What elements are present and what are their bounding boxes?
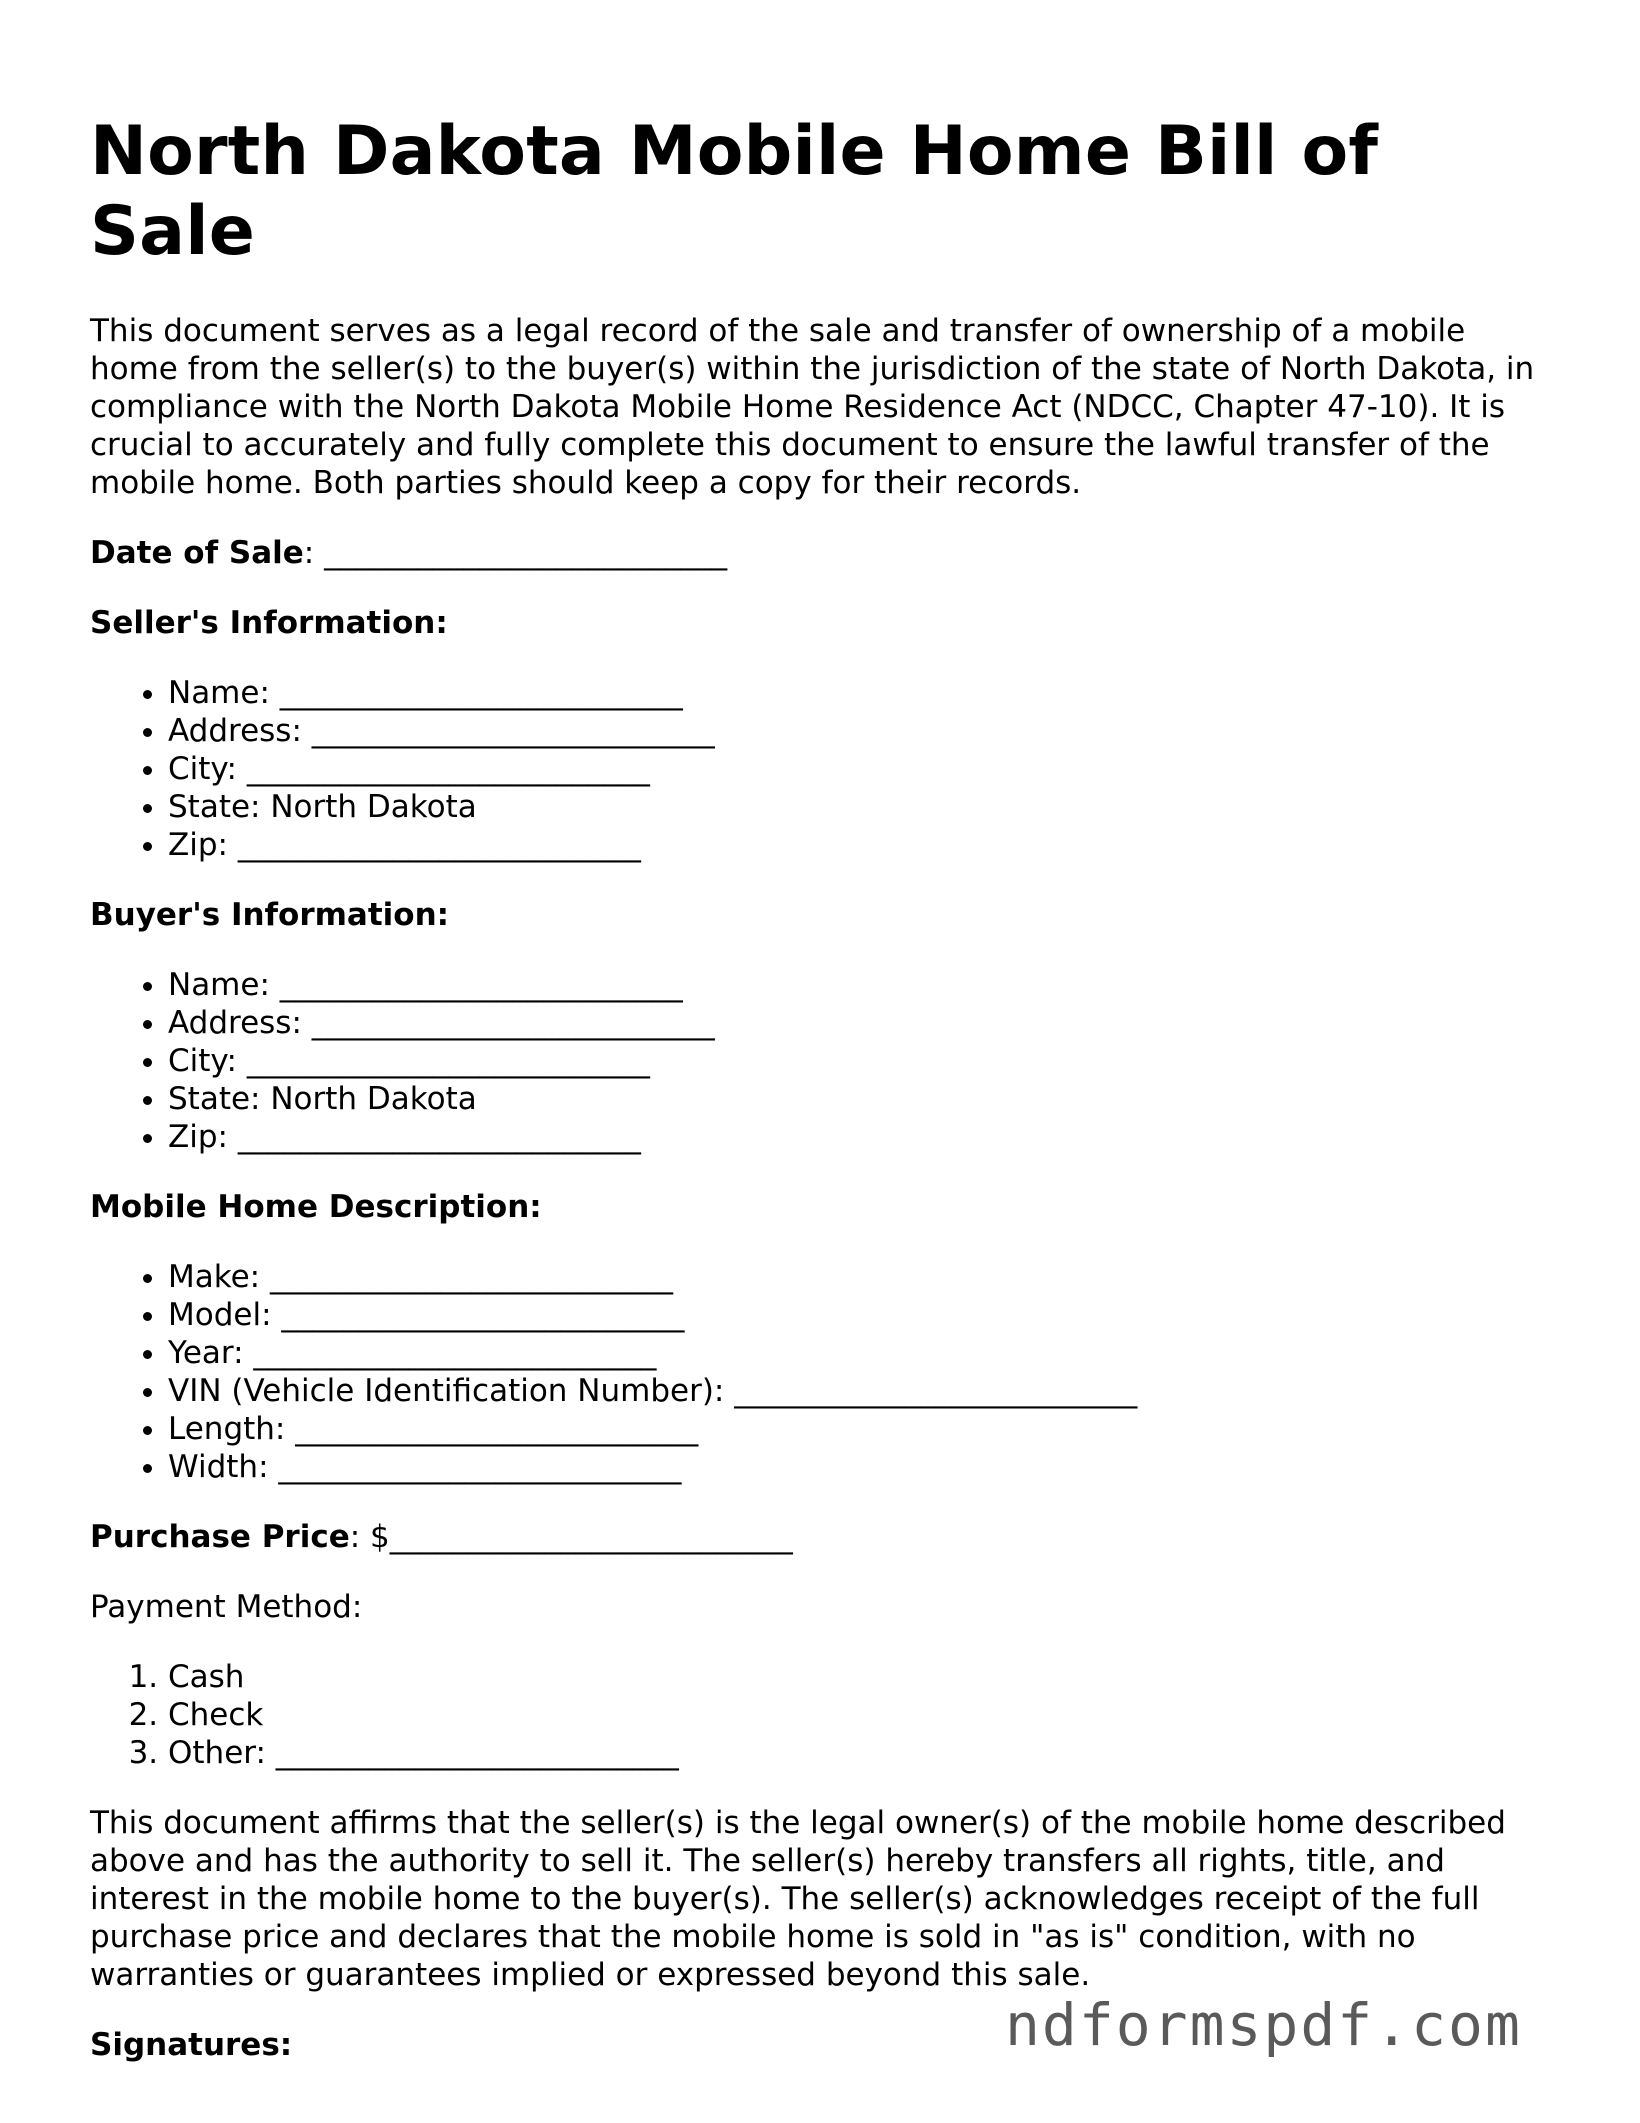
mobile-home-heading: Mobile Home Description:: [90, 1189, 542, 1225]
buyer-address-label: Address:: [168, 1005, 312, 1041]
intro-paragraph: This document serves as a legal record of the sale and transfer of ownership of a mobile home from the seller(s) to the buyer(s) within the jurisdiction of the state of North Dakota, in compliance with the North Dakota Mobile Home Residence Act (NDCC, Chapter 47-10). It is crucial to accurately and fully complete this document to ensure the lawful transfer of the mobile home. Both parties should keep a copy for their records.: [90, 313, 1535, 501]
seller-city-label: City:: [168, 751, 247, 787]
seller-address-label: Address:: [168, 713, 312, 749]
buyer-list: [90, 966, 1560, 1156]
length-blank[interactable]: __________________________: [295, 1411, 699, 1447]
buyer-city-blank[interactable]: __________________________: [246, 1043, 650, 1079]
buyer-address-blank[interactable]: __________________________: [311, 1005, 715, 1041]
payment-other-item: [168, 1734, 1560, 1772]
seller-city-item: [168, 750, 1560, 788]
mobile-home-year-item: [168, 1334, 1560, 1372]
date-of-sale-label: Date of Sale: [90, 535, 304, 571]
width-label: Width:: [168, 1449, 279, 1485]
mobile-home-model-item: [168, 1296, 1560, 1334]
make-blank[interactable]: __________________________: [269, 1259, 673, 1295]
model-label: Model:: [168, 1297, 282, 1333]
seller-address-blank[interactable]: __________________________: [311, 713, 715, 749]
year-blank[interactable]: __________________________: [253, 1335, 657, 1371]
seller-zip-blank[interactable]: __________________________: [237, 827, 641, 863]
date-of-sale-field: [90, 534, 1560, 572]
vin-blank[interactable]: __________________________: [734, 1373, 1138, 1409]
seller-list: [90, 674, 1560, 864]
purchase-price-blank[interactable]: __________________________: [389, 1519, 793, 1555]
year-label: Year:: [168, 1335, 254, 1371]
mobile-home-list: [90, 1258, 1560, 1486]
buyer-zip-blank[interactable]: __________________________: [237, 1119, 641, 1155]
mobile-home-length-item: [168, 1410, 1560, 1448]
buyer-city-label: City:: [168, 1043, 247, 1079]
buyer-city-item: [168, 1042, 1560, 1080]
mobile-home-make-item: [168, 1258, 1560, 1296]
payment-check-item: [168, 1696, 1560, 1734]
document-title: North Dakota Mobile Home Bill of Sale: [90, 112, 1379, 271]
seller-state-item: [168, 788, 1560, 826]
payment-cash-item: [168, 1658, 1560, 1696]
buyer-zip-item: [168, 1118, 1560, 1156]
seller-zip-item: [168, 826, 1560, 864]
model-blank[interactable]: __________________________: [281, 1297, 685, 1333]
buyer-address-item: [168, 1004, 1560, 1042]
buyer-state-item: [168, 1080, 1560, 1118]
payment-cash-label: Cash: [168, 1659, 245, 1695]
seller-zip-label: Zip:: [168, 827, 238, 863]
buyer-heading: Buyer's Information:: [90, 897, 450, 933]
length-label: Length:: [168, 1411, 296, 1447]
mobile-home-vin-item: [168, 1372, 1560, 1410]
seller-name-blank[interactable]: __________________________: [279, 675, 683, 711]
date-of-sale-separator: :: [303, 535, 325, 571]
buyer-name-label: Name:: [168, 967, 280, 1003]
seller-city-blank[interactable]: __________________________: [246, 751, 650, 787]
purchase-price-label: Purchase Price: [90, 1519, 350, 1555]
payment-other-label: Other:: [168, 1735, 276, 1771]
buyer-state-label: State: North Dakota: [168, 1081, 477, 1117]
payment-check-label: Check: [168, 1697, 264, 1733]
buyer-name-item: [168, 966, 1560, 1004]
seller-name-label: Name:: [168, 675, 280, 711]
purchase-price-field: [90, 1518, 1560, 1556]
payment-method-list: [90, 1658, 1560, 1772]
date-of-sale-blank[interactable]: __________________________: [324, 535, 728, 571]
seller-heading: Seller's Information:: [90, 605, 448, 641]
seller-state-label: State: North Dakota: [168, 789, 477, 825]
buyer-name-blank[interactable]: __________________________: [279, 967, 683, 1003]
signatures-heading: Signatures:: [90, 2027, 293, 2063]
mobile-home-width-item: [168, 1448, 1560, 1486]
make-label: Make:: [168, 1259, 270, 1295]
width-blank[interactable]: __________________________: [278, 1449, 682, 1485]
purchase-price-separator: : $: [349, 1519, 390, 1555]
document-page: [90, 112, 1560, 2096]
vin-label: VIN (Vehicle Identification Number):: [168, 1373, 735, 1409]
payment-method-label: Payment Method:: [90, 1589, 363, 1625]
seller-name-item: [168, 674, 1560, 712]
closing-paragraph: This document affirms that the seller(s) is the legal owner(s) of the mobile home described above and has the authority to sell it. The seller(s) hereby transfers all rights, title, and interest in the mobile home to the buyer(s). The seller(s) acknowledges receipt of the full purchase price and declares that the mobile home is sold in "as is" condition, with no warranties or guarantees implied or expressed beyond this sale.: [90, 1805, 1506, 1993]
buyer-zip-label: Zip:: [168, 1119, 238, 1155]
payment-other-blank[interactable]: __________________________: [275, 1735, 679, 1771]
watermark-text: ndformspdf.com: [1005, 1991, 1522, 2059]
seller-address-item: [168, 712, 1560, 750]
